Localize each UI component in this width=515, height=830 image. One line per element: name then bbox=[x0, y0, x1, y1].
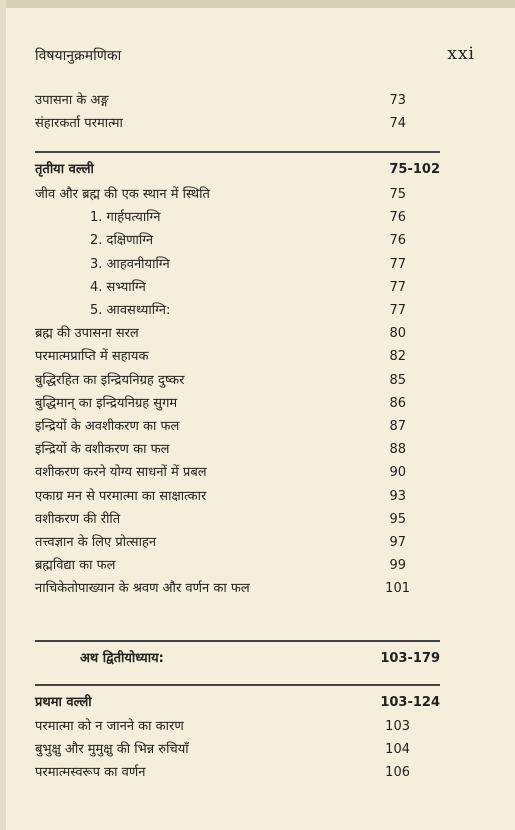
toc-entry bbox=[35, 112, 406, 135]
toc-entry-label: 5. आवसथ्याग्नि: bbox=[90, 303, 171, 318]
toc-entry bbox=[35, 369, 406, 392]
toc-entry-label: संहारकर्ता परमात्मा bbox=[35, 116, 123, 132]
toc-entry-label: बुद्धिरहित का इन्द्रियनिग्रह दुष्कर bbox=[35, 372, 185, 388]
toc-entry-page: 101 bbox=[385, 581, 410, 597]
toc-entry bbox=[35, 531, 406, 554]
toc-entry bbox=[90, 206, 406, 229]
toc-entry-page: 99 bbox=[389, 558, 406, 574]
section-rule bbox=[35, 684, 440, 686]
toc-entry-page: 97 bbox=[389, 535, 406, 550]
toc-entry-label: बुभुक्षु और मुमुक्षु की भिन्न रुचियाँ bbox=[35, 742, 189, 758]
toc-entry-label: ब्रह्मविद्या का फल bbox=[35, 558, 116, 574]
toc-entry bbox=[35, 554, 406, 577]
toc-entry-page: 74 bbox=[389, 116, 406, 132]
toc-entry-label: तत्त्वज्ञान के लिए प्रोत्साहन bbox=[35, 535, 157, 550]
toc-entry bbox=[90, 229, 406, 252]
toc-entry-label: नाचिकेतोपाख्यान के श्रवण और वर्णन का फल bbox=[35, 581, 250, 597]
toc-entry-label: 4. सभ्याग्नि bbox=[90, 279, 146, 295]
toc-entry-label: परमात्मप्राप्ति में सहायक bbox=[35, 349, 149, 365]
toc-entry-page: 75 bbox=[389, 187, 406, 202]
toc-entry-page: 87 bbox=[389, 419, 406, 434]
toc-entry bbox=[35, 761, 410, 784]
toc-entry-page: 77 bbox=[389, 256, 406, 272]
toc-entry-label: 3. आहवनीयाग्नि bbox=[90, 256, 170, 272]
section-heading-label: प्रथमा वल्ली bbox=[35, 695, 92, 710]
section-heading bbox=[35, 158, 440, 181]
toc-entry-page: 86 bbox=[389, 395, 406, 411]
toc-entry-label: वशीकरण करने योग्य साधनों में प्रबल bbox=[35, 465, 207, 481]
section-heading-label: तृतीया वल्ली bbox=[35, 162, 94, 177]
toc-entry-page: 76 bbox=[389, 233, 406, 249]
toc-entry-page: 77 bbox=[389, 303, 406, 318]
toc-entry bbox=[35, 415, 406, 438]
toc-entry bbox=[35, 438, 406, 461]
toc-entry-label: 2. दक्षिणाग्नि bbox=[90, 233, 154, 249]
toc-entry-page: 104 bbox=[385, 742, 410, 758]
toc-entry-label: एकाग्र मन से परमात्मा का साक्षात्कार bbox=[35, 488, 207, 504]
toc-entry-label: जीव और ब्रह्म की एक स्थान में स्थिति bbox=[35, 187, 210, 202]
toc-entry bbox=[35, 183, 406, 206]
toc-entry bbox=[35, 738, 410, 761]
toc-entry-page: 85 bbox=[389, 372, 406, 388]
page-top-edge bbox=[0, 0, 515, 8]
toc-entry bbox=[35, 508, 406, 531]
toc-entry-page: 88 bbox=[389, 442, 406, 458]
section-heading-pages: 103-124 bbox=[380, 695, 440, 710]
toc-entry-page: 106 bbox=[385, 765, 410, 781]
section-rule bbox=[35, 640, 440, 642]
toc-entry bbox=[90, 276, 406, 299]
toc-entry-page: 73 bbox=[389, 93, 406, 108]
toc-entry-label: बुद्धिमान् का इन्द्रियनिग्रह सुगम bbox=[35, 395, 178, 411]
header-page-number: xxi bbox=[447, 44, 475, 64]
page-left-edge bbox=[0, 0, 6, 830]
toc-entry-label: परमात्मस्वरूप का वर्णन bbox=[35, 765, 146, 781]
toc-entry-page: 103 bbox=[385, 719, 410, 734]
section-rule bbox=[35, 151, 440, 153]
toc-entry-label: वशीकरण की रीति bbox=[35, 511, 121, 527]
toc-entry bbox=[35, 392, 406, 415]
toc-entry bbox=[35, 577, 410, 600]
toc-entry-label: ब्रह्म की उपासना सरल bbox=[35, 326, 139, 342]
toc-entry bbox=[35, 322, 406, 345]
toc-entry bbox=[35, 485, 406, 508]
section-heading-label: अथ द्वितीयोध्याय: bbox=[80, 651, 164, 666]
toc-entry-label: इन्द्रियों के वशीकरण का फल bbox=[35, 442, 170, 458]
toc-entry bbox=[35, 89, 406, 112]
toc-entry-page: 93 bbox=[389, 488, 406, 504]
toc-entry-label: इन्द्रियों के अवशीकरण का फल bbox=[35, 419, 180, 434]
toc-entry bbox=[35, 345, 406, 368]
toc-entry-page: 80 bbox=[389, 326, 406, 342]
section-heading bbox=[35, 691, 440, 714]
header-title: विषयानुक्रमणिका bbox=[35, 48, 122, 64]
toc-entry-page: 90 bbox=[389, 465, 406, 481]
toc-entry-label: परमात्मा को न जानने का कारण bbox=[35, 719, 184, 734]
section-heading bbox=[80, 647, 440, 670]
toc-entry-page: 95 bbox=[389, 511, 406, 527]
toc-entry-page: 77 bbox=[389, 279, 406, 295]
toc-entry-page: 82 bbox=[389, 349, 406, 365]
section-heading-pages: 75-102 bbox=[389, 162, 440, 177]
section-heading-pages: 103-179 bbox=[380, 651, 440, 666]
toc-entry-page: 76 bbox=[389, 210, 406, 226]
toc-entry bbox=[35, 461, 406, 484]
toc-entry-label: 1. गार्हपत्याग्नि bbox=[90, 210, 161, 226]
running-header bbox=[35, 44, 475, 68]
toc-entry bbox=[90, 253, 406, 276]
toc-entry bbox=[35, 715, 410, 738]
toc-entry-label: उपासना के अङ्ग bbox=[35, 93, 109, 108]
toc-entry bbox=[90, 299, 406, 322]
